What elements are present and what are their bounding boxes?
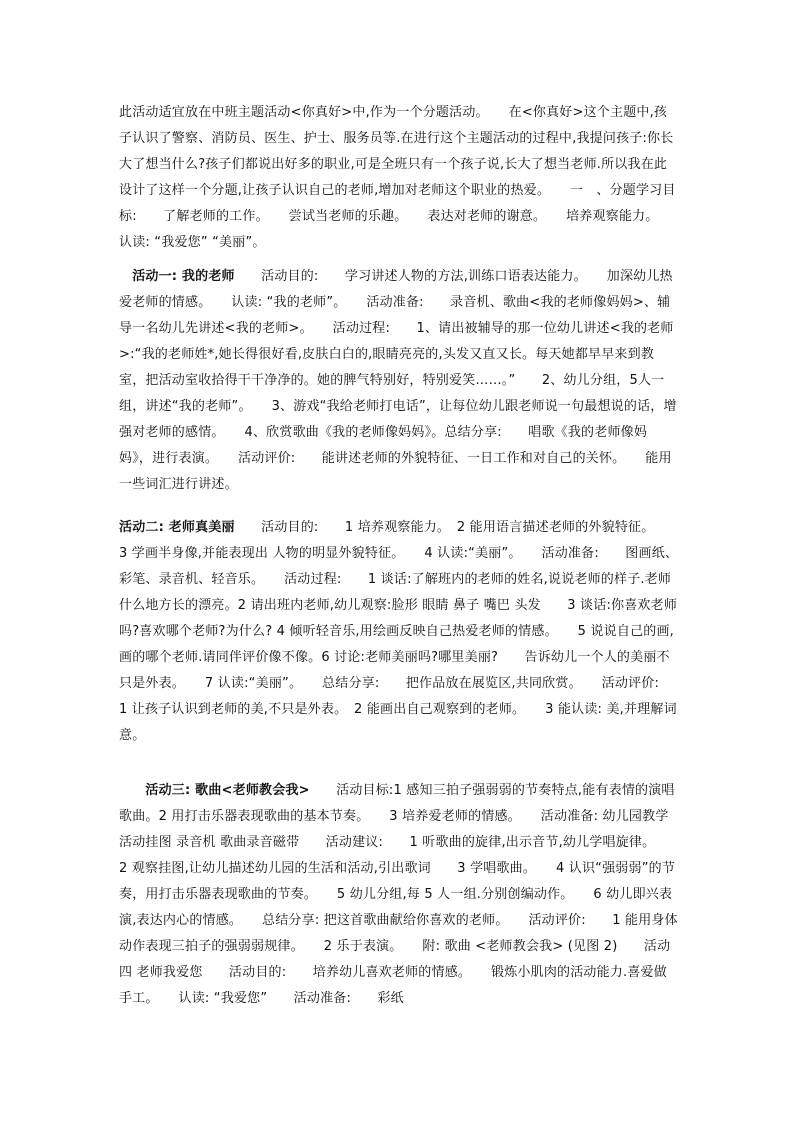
intro-text: 此活动适宜放在中班主题活动<你真好>中,作为一个分题活动。 在<你真好>这个主题中,孩子认识了警察、消防员、医生、护士、服务员等.在进行这个主题活动的过程中,我提问孩子:你长大了想当什么?孩子们都说出好多的职业,可是全班只有一个孩子说,长大了想当老师.所以我在此设计了这样一个分题,让孩子认识自己的老师,增加对老师这个职业的热爱。 一 、分题学习目标: 了解老师的工作。 尝试当老师的乐趣。 表达对老师的谢意。 培养观察能力。 认读: “我爱您” “美丽”。 xyxy=(119,105,679,250)
activity2-heading: 活动二: 老师真美丽 xyxy=(119,520,235,535)
activity3-paragraph xyxy=(119,778,679,1012)
intro-paragraph xyxy=(119,100,679,256)
activity3-text: 活动目标:1 感知三拍子强弱弱的节奏特点,能有表情的演唱歌曲。2 用打击乐器表现歌曲的基本节奏。 3 培养爱老师的情感。 活动准备: 幼儿园教学活动挂图 录音机 歌曲录音磁带 活动建议: 1 听歌曲的旋律,出示音节,幼儿学唱旋律。 2 观察挂图,让幼儿描述幼儿园的生活和活动,引出歌词 3 学唱歌曲。 4 认识“强弱弱”的节奏，用打击乐器表现歌曲的节奏。 5 幼儿分组,每 5 人一组.分别创编动作。 6 幼儿即兴表演,表达内心的情感。 总结分享: 把这首歌曲献给你喜欢的老师。 活动评价: 1 能用身体动作表现三拍子的强弱弱规律。 2 乐于表演。 附: 歌曲 <老师教会我> (见图 2) 活动四 老师我爱您 活动目的: 培养幼儿喜欢老师的情感。 锻炼小肌肉的活动能力.喜爱做手工。 认读: “我爱您” 活动准备: 彩纸 xyxy=(119,783,678,1006)
activity1-heading: 活动一: 我的老师 xyxy=(119,269,235,284)
activity2-text: 活动目的: 1 培养观察能力。 2 能用语言描述老师的外貌特征。 3 学画半身像,并能表现出 人物的明显外貌特征。 4 认读:“美丽”。 活动准备: 图画纸、彩笔、录音机、轻音乐。 活动过程: 1 谈话:了解班内的老师的姓名,说说老师的样子.老师什么地方长的漂亮。2 请出班内老师,幼儿观察:脸形 眼睛 鼻子 嘴巴 头发 3 谈话:你喜欢老师吗?喜欢哪个老师?为什么? 4 倾听轻音乐,用绘画反映自己热爱老师的情感。 5 说说自己的画,画的哪个老师.请同伴评价像不像。6 讨论:老师美丽吗?哪里美丽? 告诉幼儿一个人的美丽不只是外表。 7 认读:“美丽”。 总结分享: 把作品放在展览区,共同欣赏。 活动评价: 1 让孩子认识到老师的美,不只是外表。 2 能画出自己观察到的老师。 3 能认读: 美,并理解词意。 xyxy=(119,520,686,743)
activity2-paragraph xyxy=(119,515,686,749)
activity1-paragraph xyxy=(119,264,679,498)
activity3-heading: 活动三: 歌曲<老师教会我> xyxy=(119,783,310,798)
activity1-text: 活动目的: 学习讲述人物的方法,训练口语表达能力。 加深幼儿热爱老师的情感。 认读: “我的老师”。 活动准备: 录音机、歌曲<我的老师像妈妈>、辅导一名幼儿先讲述<我的老师>。 活动过程: 1、请出被辅导的那一位幼儿讲述<我的老师>:“我的老师姓*,她长得很好看,皮肤白白的,眼睛亮亮的,头发又直又长。每天她都早早来到教室，把活动室收拾得干干净净的。她的脾气特别好，特别爱笑……。” 2、幼儿分组，5人一组，讲述“我的老师”。 3、游戏“我给老师打电话”，让每位幼儿跟老师说一句最想说的话，增强对老师的感情。 4、欣赏歌曲《我的老师像妈妈》。总结分享: 唱歌《我的老师像妈妈》，进行表演。 活动评价: 能讲述老师的外貌特征、一日工作和对自己的关怀。 能用一些词汇进行讲述。 xyxy=(119,269,677,492)
